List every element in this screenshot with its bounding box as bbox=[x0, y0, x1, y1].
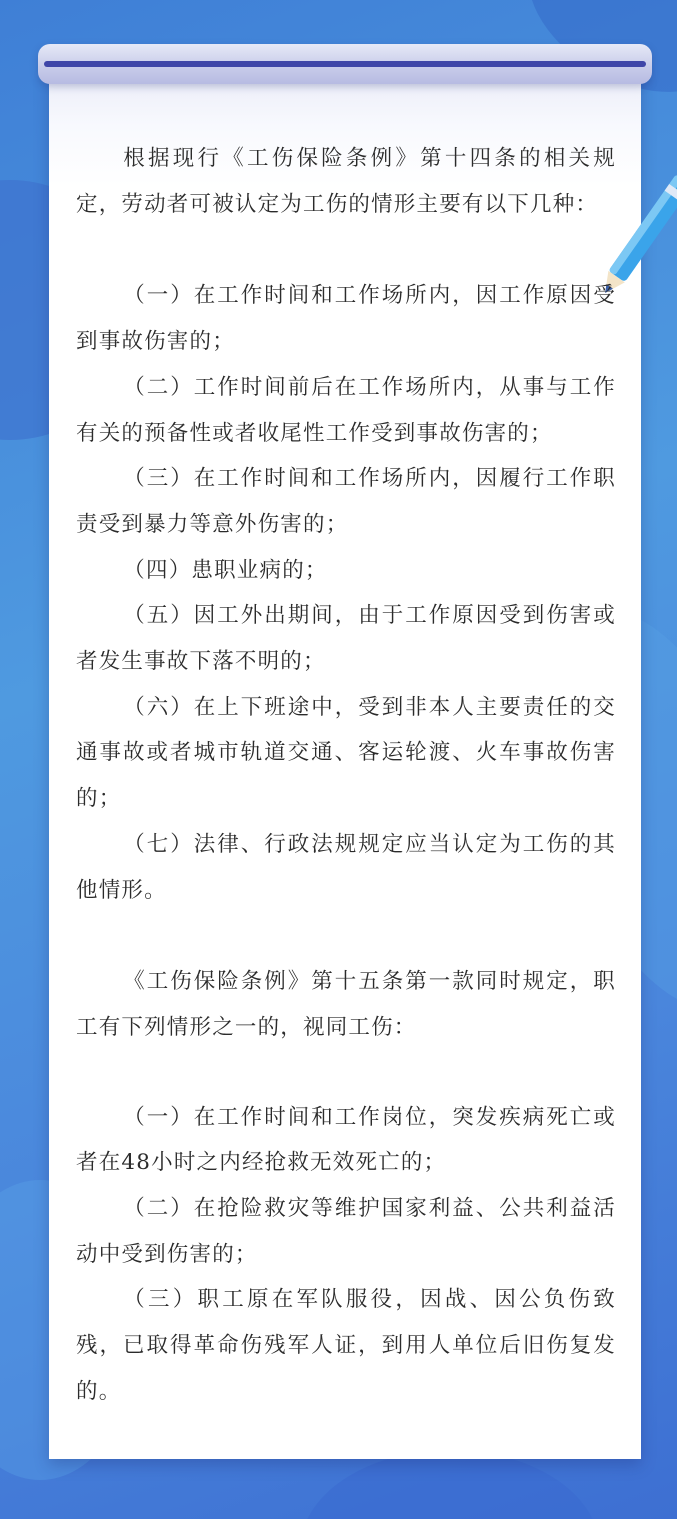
article14-item-2: （二）工作时间前后在工作场所内，从事与工作有关的预备性或者收尾性工作受到事故伤害的； bbox=[76, 374, 616, 446]
article15-item-3: （三）职工原在军队服役，因战、因公负伤致残，已取得革命伤残军人证，到用人单位后旧伤复发的。 bbox=[76, 1287, 616, 1404]
spacer bbox=[76, 913, 616, 959]
spacer bbox=[76, 1051, 616, 1095]
background-shape bbox=[300, 1450, 600, 1519]
article14-item-6: （六）在上下班途中，受到非本人主要责任的交通事故或者城市轨道交通、客运轮渡、火车事故伤害的； bbox=[76, 694, 616, 812]
article14-item-7: （七）法律、行政法规规定应当认定为工伤的其他情形。 bbox=[76, 831, 616, 903]
article14-item-4: （四）患职业病的； bbox=[123, 557, 328, 583]
spacer bbox=[76, 227, 616, 273]
intro-paragraph: 根据现行《工伤保险条例》第十四条的相关规定，劳动者可被认定为工伤的情形主要有以下几种： bbox=[76, 146, 616, 217]
article15-intro: 《工伤保险条例》第十五条第一款同时规定，职工有下列情形之一的，视同工伤： bbox=[76, 969, 616, 1040]
article15-item-2: （二）在抢险救灾等维护国家利益、公共利益活动中受到伤害的； bbox=[76, 1196, 616, 1267]
article14-item-3: （三）在工作时间和工作场所内，因履行工作职责受到暴力等意外伤害的； bbox=[76, 466, 616, 537]
article14-item-1: （一）在工作时间和工作场所内，因工作原因受到事故伤害的； bbox=[76, 283, 616, 355]
document-body bbox=[76, 136, 616, 1415]
article15-item-1: （一）在工作时间和工作岗位，突发疾病死亡或者在48小时之内经抢救无效死亡的； bbox=[76, 1104, 616, 1176]
scroll-rod-groove bbox=[44, 61, 646, 67]
article14-item-5: （五）因工外出期间，由于工作原因受到伤害或者发生事故下落不明的； bbox=[76, 603, 616, 675]
